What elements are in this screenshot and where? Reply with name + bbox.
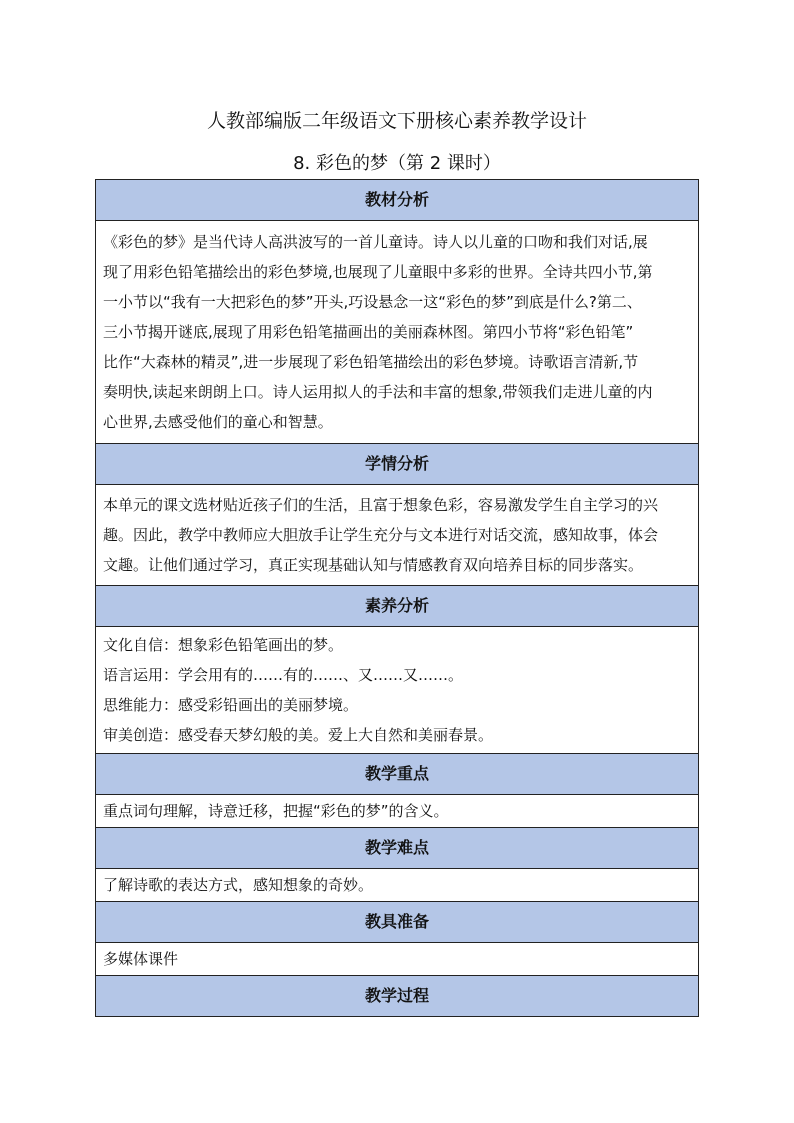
text-line: 奏明快,读起来朗朗上口。诗人运用拟人的手法和丰富的想象,带领我们走进儿童的内	[103, 383, 653, 401]
text-line: 心世界,去感受他们的童心和智慧。	[103, 413, 333, 431]
section-header-row	[96, 180, 699, 221]
lesson-plan-table	[95, 179, 699, 1017]
section-header-row	[96, 754, 699, 795]
document-title: 人教部编版二年级语文下册核心素养教学设计	[206, 110, 587, 132]
section-heading-key-points: 教学重点	[96, 754, 699, 795]
text-line: 审美创造：感受春天梦幻般的美。爱上大自然和美丽春景。	[103, 726, 494, 744]
section-heading-textbook-analysis: 教材分析	[96, 180, 699, 221]
section-heading-teaching-process: 教学过程	[96, 976, 699, 1017]
section-body-row	[96, 627, 699, 754]
section-body-row	[96, 221, 699, 444]
difficulties-content: 了解诗歌的表达方式，感知想象的奇妙。	[96, 869, 699, 902]
section-heading-student-analysis: 学情分析	[96, 444, 699, 485]
section-header-row	[96, 902, 699, 943]
section-body-row	[96, 795, 699, 828]
text-line: 趣。因此，教学中教师应大胆放手让学生充分与文本进行对话交流，感知故事，体会	[103, 526, 659, 544]
text-line: 三小节揭开谜底,展现了用彩色铅笔描画出的美丽森林图。第四小节将“彩色铅笔”	[103, 323, 634, 341]
teaching-aids-content: 多媒体课件	[96, 943, 699, 976]
section-header-row	[96, 828, 699, 869]
text-line: 思维能力：感受彩铅画出的美丽梦境。	[103, 696, 359, 714]
section-heading-difficulties: 教学难点	[96, 828, 699, 869]
section-heading-literacy-analysis: 素养分析	[96, 586, 699, 627]
text-line: 文化自信：想象彩色铅笔画出的梦。	[103, 636, 344, 654]
text-line: 《彩色的梦》是当代诗人高洪波写的一首儿童诗。诗人以儿童的口吻和我们对话,展	[103, 233, 648, 251]
textbook-analysis-content	[96, 221, 699, 444]
section-header-row	[96, 444, 699, 485]
key-points-content: 重点词句理解，诗意迁移，把握“彩色的梦”的含义。	[96, 795, 699, 828]
section-heading-teaching-aids: 教具准备	[96, 902, 699, 943]
section-header-row	[96, 586, 699, 627]
lesson-title: 8. 彩色的梦（第 2 课时）	[293, 153, 501, 174]
section-body-row	[96, 943, 699, 976]
section-body-row	[96, 869, 699, 902]
student-analysis-content	[96, 485, 699, 586]
section-body-row	[96, 485, 699, 586]
text-line: 比作“大森林的精灵”,进一步展现了彩色铅笔描绘出的彩色梦境。诗歌语言清新,节	[103, 353, 639, 371]
text-line: 文趣。让他们通过学习，真正实现基础认知与情感教育双向培养目标的同步落实。	[103, 556, 644, 574]
text-line: 语言运用：学会用有的……有的……、又……又……。	[103, 666, 464, 684]
text-line: 一小节以“我有一大把彩色的梦”开头,巧设悬念一这“彩色的梦”到底是什么?第二、	[103, 293, 642, 311]
text-line: 现了用彩色铅笔描绘出的彩色梦境,也展现了儿童眼中多彩的世界。全诗共四小节,第	[103, 263, 653, 281]
text-line: 本单元的课文选材贴近孩子们的生活，且富于想象色彩，容易激发学生自主学习的兴	[103, 496, 659, 514]
section-header-row	[96, 976, 699, 1017]
literacy-analysis-content	[96, 627, 699, 754]
